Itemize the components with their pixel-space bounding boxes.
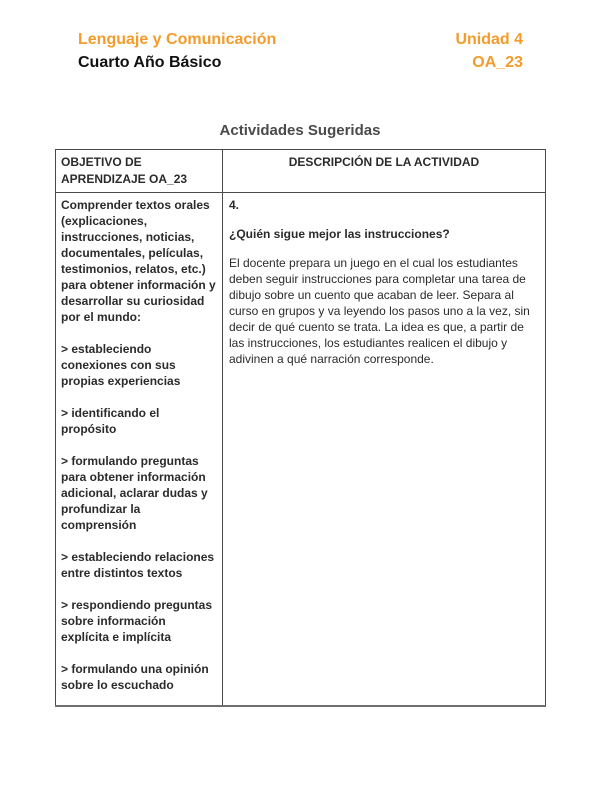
activity-cell xyxy=(223,193,546,706)
unit-label: Unidad 4 xyxy=(455,31,523,48)
activity-number: 4. xyxy=(229,198,240,212)
page-title: Actividades Sugeridas xyxy=(219,122,381,139)
objective-bullet: > formulando preguntas para obtener información adicional, aclarar dudas y profundizar la comprensión xyxy=(61,454,208,532)
objective-intro: Comprender textos orales (explicaciones, instrucciones, noticias, documentales, películas, testimonios, relatos, etc.) para obtener información y desarrollar su curiosidad por el mundo: xyxy=(61,198,216,324)
column-header-objective: OBJETIVO DE APRENDIZAJE OA_23 xyxy=(56,150,223,193)
oa-code: OA_23 xyxy=(472,54,523,71)
table-body-row xyxy=(56,193,546,706)
objective-bullet: > respondiendo preguntas sobre información explícita e implícita xyxy=(61,598,213,644)
activity-description: El docente prepara un juego en el cual los estudiantes deben seguir instrucciones para completar una tarea de dibujo sobre un cuento que acaban de leer. Separa al curso en grupos y va leyendo los pasos uno a la vez, sin decir de qué cuento se trata. La idea es que, a partir de las instrucciones, los estudiantes realicen el dibujo y adivinen a qué narración corresponde. xyxy=(229,256,530,366)
header-right-block xyxy=(455,28,523,74)
subject-title: Lenguaje y Comunicación xyxy=(78,31,277,48)
activities-table xyxy=(55,149,546,707)
table-header-row xyxy=(56,150,546,193)
objective-bullet: > formulando una opinión sobre lo escuchado xyxy=(61,662,209,692)
header-left-block xyxy=(78,28,276,74)
activity-title: ¿Quién sigue mejor las instrucciones? xyxy=(229,227,450,241)
objective-bullet: > estableciendo conexiones con sus propias experiencias xyxy=(61,342,181,388)
grade-subtitle: Cuarto Año Básico xyxy=(78,54,222,71)
objective-cell xyxy=(56,193,223,706)
column-header-activity: DESCRIPCIÓN DE LA ACTIVIDAD xyxy=(223,150,546,193)
objective-bullet: > identificando el propósito xyxy=(61,406,160,436)
objective-bullet: > estableciendo relaciones entre distintos textos xyxy=(61,550,215,580)
document-header xyxy=(0,0,600,74)
